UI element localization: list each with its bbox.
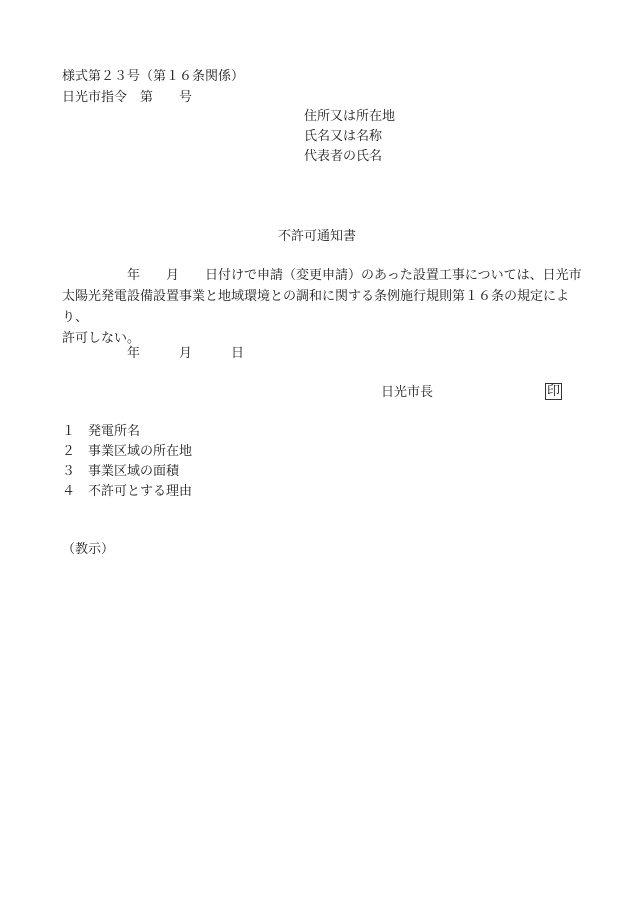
seal-mark [541, 383, 562, 400]
notice-heading: （教示） [62, 542, 115, 557]
seal-stamp-icon: 印 [547, 384, 561, 399]
recipient-representative: 代表者の氏名 [304, 149, 383, 164]
issuer-name: 日光市長 [381, 385, 434, 400]
list-item: ３ 事業区域の面積 [62, 464, 180, 479]
body-text [62, 265, 582, 349]
body-line-1: 年 月 日付けで申請（変更申請）のあった設置工事については、日光市 [62, 268, 582, 283]
form-label: 様式第２３号（第１６条関係） [62, 69, 245, 84]
list-item: １ 発電所名 [62, 424, 141, 439]
list-item: ４ 不許可とする理由 [62, 484, 193, 499]
list-item: ２ 事業区域の所在地 [62, 444, 193, 459]
date-line: 年 月 日 [62, 346, 245, 361]
body-line-3: 許可しない。 [62, 331, 141, 346]
directive-number: 日光市指令 第 号 [62, 90, 193, 105]
body-line-2: 太陽光発電設備設置事業と地域環境との調和に関する条例施行規則第１６条の規定により、 [62, 289, 570, 325]
recipient-name: 氏名又は名称 [304, 129, 383, 144]
item-list [62, 423, 192, 503]
recipient-address: 住所又は所在地 [304, 109, 396, 124]
document-title: 不許可通知書 [278, 229, 357, 244]
